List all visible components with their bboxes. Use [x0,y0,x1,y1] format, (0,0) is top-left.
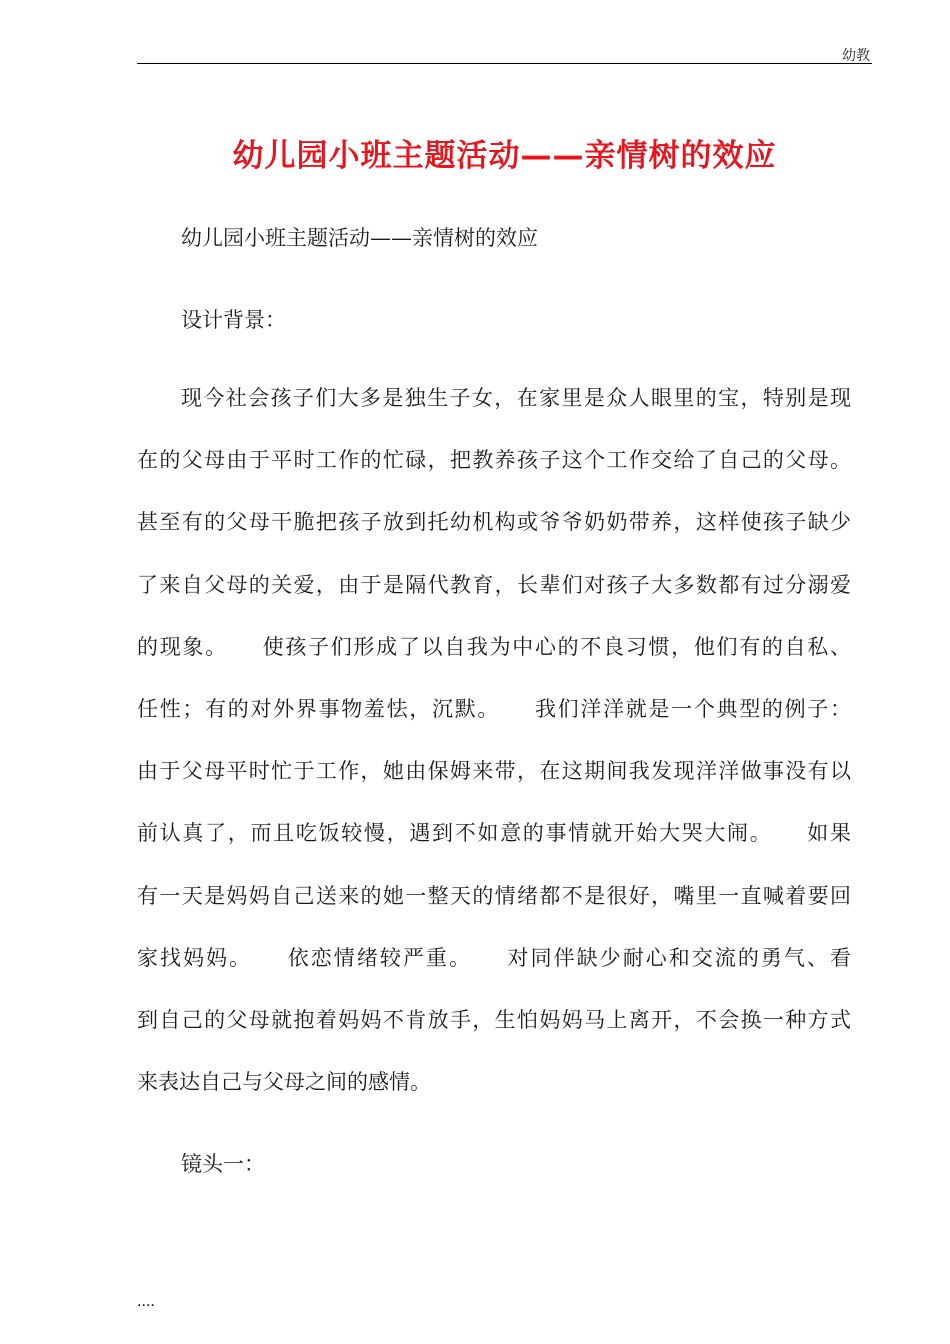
header-rule [137,63,872,64]
body-line: 家找妈妈。 依恋情绪较严重。 对同伴缺少耐心和交流的勇气、看 [137,945,851,970]
footer-dots: .... [137,1294,155,1310]
body-line: 由于父母平时忙于工作，她由保姆来带，在这期间我发现洋洋做事没有以 [137,759,851,784]
body-paragraph [137,380,851,1126]
body-line: 的现象。 使孩子们形成了以自我为中心的不良习惯，他们有的自私、 [137,634,851,659]
body-line: 有一天是妈妈自己送来的她一整天的情绪都不是很好，嘴里一直喊着要回 [137,883,851,908]
section-heading-design-background: 设计背景： [181,308,286,332]
page-header-label: 幼教 [842,48,870,64]
document-title: 幼儿园小班主题活动——亲情树的效应 [232,138,777,174]
body-line: 来表达自己与父母之间的感情。 [137,1070,431,1095]
body-line: 前认真了，而且吃饭较慢，遇到不如意的事情就开始大哭大闹。 如果 [137,821,851,846]
body-line: 任性；有的对外界事物羞怯，沉默。 我们洋洋就是一个典型的例子： [137,696,851,721]
subtitle-line: 幼儿园小班主题活动——亲情树的效应 [181,226,538,250]
body-line: 甚至有的父母干脆把孩子放到托幼机构或爷爷奶奶带养，这样使孩子缺少 [137,510,851,535]
body-line: 在的父母由于平时工作的忙碌，把教养孩子这个工作交给了自己的父母。 [137,448,851,473]
body-line: 现今社会孩子们大多是独生子女，在家里是众人眼里的宝，特别是现 [181,386,851,410]
body-line: 到自己的父母就抱着妈妈不肯放手，生怕妈妈马上离开，不会换一种方式 [137,1007,851,1032]
section-heading-shot-one: 镜头一： [181,1152,265,1176]
body-line: 了来自父母的关爱，由于是隔代教育，长辈们对孩子大多数都有过分溺爱 [137,572,851,597]
